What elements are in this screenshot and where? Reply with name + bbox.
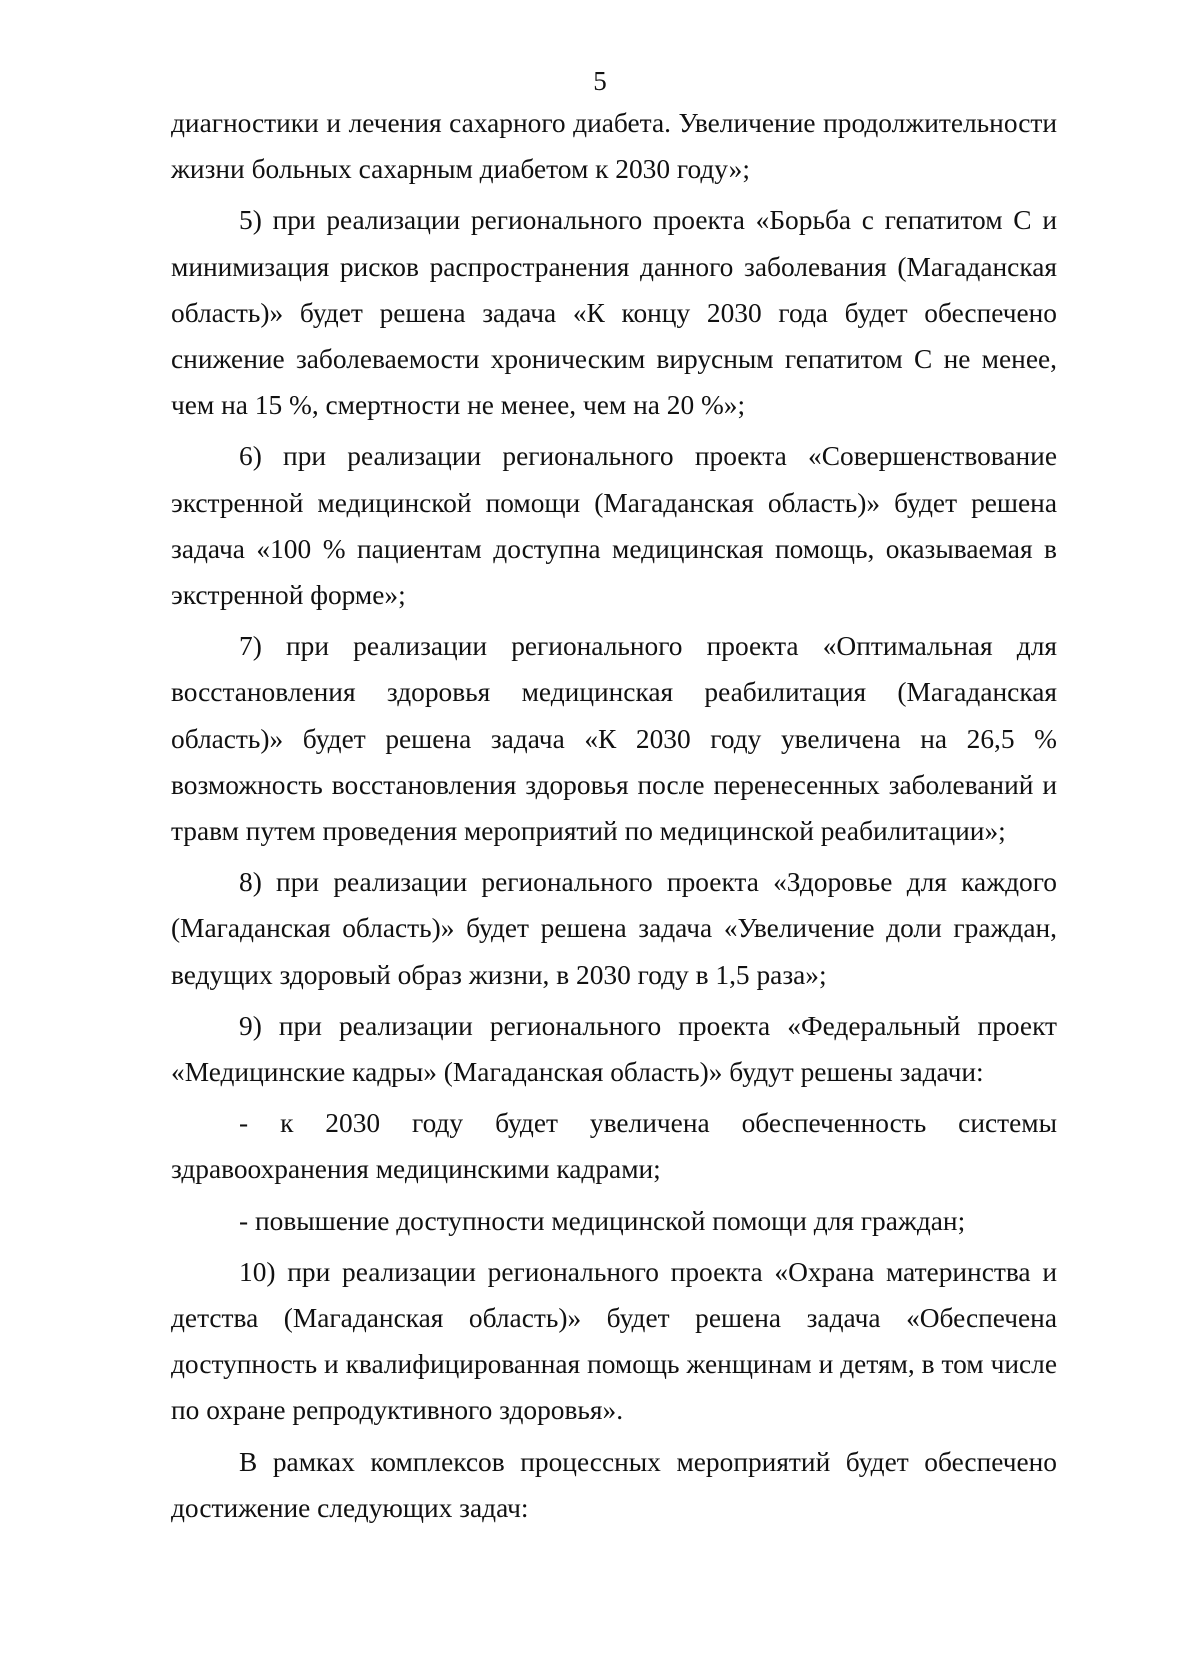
- paragraph-item-5: 5) при реализации регионального проекта «Борьба с гепатитом С и минимизация рисков распространения данного заболевания (Магаданская область)» будет решена задача «К концу 2030 года будет обеспечено снижение заболеваемости хроническим вирусным гепатитом С не менее, чем на 15 %, смертности не менее, чем на 20 %»;: [171, 205, 1057, 421]
- paragraph-item-9: 9) при реализации регионального проекта «Федеральный проект «Медицинские кадры» (Магаданская область)» будут решены задачи:: [171, 1010, 1057, 1088]
- document-body: [171, 100, 1057, 1531]
- paragraph-process-intro: В рамках комплексов процессных мероприятий будет обеспечено достижение следующих задач:: [171, 1446, 1057, 1523]
- page-number: 5: [593, 66, 607, 96]
- paragraph-item-9-task-2: - повышение доступности медицинской помощи для граждан;: [239, 1205, 966, 1236]
- paragraph-item-9-task-1: - к 2030 году будет увеличена обеспеченность системы здравоохранения медицинскими кадрами;: [171, 1108, 1057, 1185]
- paragraph-item-8: 8) при реализации регионального проекта «Здоровье для каждого (Магаданская область)» будет решена задача «Увеличение доли граждан, ведущих здоровый образ жизни, в 2030 году в 1,5 раза»;: [171, 867, 1057, 990]
- paragraph-diabetes-continuation: диагностики и лечения сахарного диабета. Увеличение продолжительности жизни больных сахарным диабетом к 2030 году»;: [171, 108, 1057, 185]
- paragraph-item-7: 7) при реализации регионального проекта «Оптимальная для восстановления здоровья медицинская реабилитация (Магаданская область)» будет решена задача «К 2030 году увеличена на 26,5 % возможность восстановления здоровья после перенесенных заболеваний и травм путем проведения мероприятий по медицинской реабилитации»;: [171, 631, 1057, 847]
- paragraph-item-10: 10) при реализации регионального проекта «Охрана материнства и детства (Магаданская область)» будет решена задача «Обеспечена доступность и квалифицированная помощь женщинам и детям, в том числе по охране репродуктивного здоровья».: [171, 1256, 1057, 1426]
- paragraph-item-6: 6) при реализации регионального проекта «Совершенствование экстренной медицинской помощи (Магаданская область)» будет решена задача «100 % пациентам доступна медицинская помощь, оказываемая в экстренной форме»;: [171, 441, 1057, 611]
